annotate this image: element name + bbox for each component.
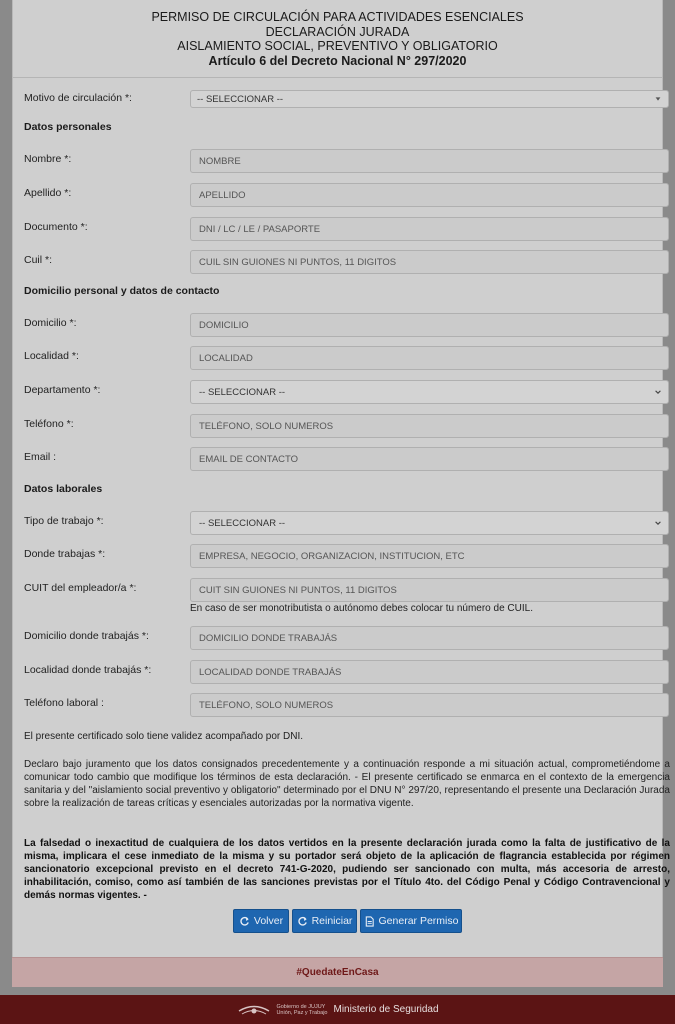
nombre-input[interactable]: NOMBRE [190, 149, 669, 173]
button-bar [0, 909, 675, 933]
advertencia-text: La falsedad o inexactitud de cualquiera de los datos vertidos en la presente declaración jurada como la falta de justificativo de la misma, implicara el cese inmediato de la misma y su portador será objeto de la aplicación de flagrancia establecida por régimen sancionatorio excepcional previsto en el decreto 741-G-2020, pudiendo ser sancionado con multa, más accesoria de arresto, inhabilitación, comiso, como así también de las sanciones previstas por el Título 4to. del Código Penal y Código Contravencional y demás normas vigentes. - [24, 838, 670, 901]
telefono-laboral-input[interactable]: TELÉFONO, SOLO NUMEROS [190, 693, 669, 717]
chevron-down-icon [654, 95, 662, 103]
cuil-label: Cuil *: [24, 254, 53, 266]
domicilio-trabajo-input[interactable]: DOMICILIO DONDE TRABAJÁS [190, 626, 669, 650]
localidad-trabajo-label: Localidad donde trabajás *: [24, 664, 152, 676]
email-input[interactable]: EMAIL DE CONTACTO [190, 447, 669, 471]
row-email [12, 447, 658, 471]
section-personal: Datos personales [24, 121, 112, 133]
header-subtitle: DECLARACIÓN JURADA [265, 24, 410, 39]
row-cuil [12, 250, 658, 274]
validez-text: El presente certificado solo tiene validez acompañado por DNI. [24, 731, 304, 742]
row-domicilio [12, 313, 658, 337]
generar-permiso-label: Generar Permiso [378, 915, 459, 927]
header-decree: Artículo 6 del Decreto Nacional N° 297/2020 [208, 53, 467, 68]
domicilio-trabajo-label: Domicilio donde trabajás *: [24, 630, 149, 642]
row-localidad-trabajo [12, 660, 658, 684]
cuit-label: CUIT del empleador/a *: [24, 582, 137, 594]
cuil-input[interactable]: CUIL SIN GUIONES NI PUNTOS, 11 DIGITOS [190, 250, 669, 274]
declaracion-text: Declaro bajo juramento que los datos consignados precedentemente y a continuación responde a mi situación actual, comprometiéndome a comunicar todo cambio que modifique los términos de esta declaración. - El presente certificado se enmarca en el contexto de la emergencia sanitaria y del "aislamiento social preventivo y obligatorio" determinado por el DNU N° 297/20, representando el presente una Declaración Jurada sobre la realización de tareas críticas y esenciales autorizadas por la normativa vigente. [24, 759, 670, 809]
row-telefono [12, 414, 658, 438]
jujuy-emblem-icon [236, 1001, 272, 1019]
documento-input[interactable]: DNI / LC / LE / PASAPORTE [190, 217, 669, 241]
header-subtitle-2: AISLAMIENTO SOCIAL, PREVENTIVO Y OBLIGATORIO [177, 39, 498, 54]
form-header [13, 0, 662, 78]
form-panel [12, 0, 663, 957]
telefono-label: Teléfono *: [24, 418, 74, 430]
telefono-input[interactable]: TELÉFONO, SOLO NUMEROS [190, 414, 669, 438]
government-name-line1: Gobierno de JUJUY [276, 1003, 326, 1010]
row-tipo-trabajo [12, 511, 658, 535]
tipo-trabajo-select[interactable] [190, 511, 669, 535]
section-laboral: Datos laborales [24, 483, 103, 495]
hashtag-text: #QuedateEnCasa [296, 967, 379, 978]
cuit-help-text: En caso de ser monotributista o autónomo debes colocar tu número de CUIL. [190, 603, 533, 614]
domicilio-label: Domicilio *: [24, 317, 77, 329]
localidad-trabajo-input[interactable]: LOCALIDAD DONDE TRABAJÁS [190, 660, 669, 684]
document-icon [364, 916, 375, 927]
government-motto: Unión, Paz y Trabajo [276, 1009, 328, 1016]
row-departamento [12, 380, 658, 404]
donde-trabajas-input[interactable]: EMPRESA, NEGOCIO, ORGANIZACION, INSTITUCION, ETC [190, 544, 669, 568]
reiniciar-label: Reiniciar [311, 915, 353, 927]
departamento-label: Departamento *: [24, 384, 101, 396]
documento-label: Documento *: [24, 221, 88, 233]
volver-button[interactable] [233, 909, 289, 933]
chevron-down-icon [654, 519, 662, 527]
donde-trabajas-label: Donde trabajas *: [24, 548, 106, 560]
row-localidad [12, 346, 658, 370]
apellido-label: Apellido *: [24, 187, 72, 199]
motivo-select[interactable] [190, 90, 669, 108]
section-domicilio: Domicilio personal y datos de contacto [24, 285, 220, 297]
chevron-down-icon [654, 388, 662, 396]
departamento-select[interactable] [190, 380, 669, 404]
government-name [276, 1004, 327, 1016]
volver-label: Volver [253, 915, 284, 927]
footer [0, 995, 675, 1024]
cuit-input[interactable]: CUIT SIN GUIONES NI PUNTOS, 11 DIGITOS [190, 578, 669, 602]
localidad-label: Localidad *: [24, 350, 79, 362]
government-logo [236, 1001, 327, 1019]
departamento-select-value: -- SELECCIONAR -- [199, 387, 286, 398]
motivo-select-value: -- SELECCIONAR -- [197, 94, 284, 105]
row-donde-trabajas [12, 544, 658, 568]
refresh-icon [239, 916, 250, 927]
header-title: PERMISO DE CIRCULACIÓN PARA ACTIVIDADES ESENCIALES [151, 10, 524, 24]
motivo-label: Motivo de circulación *: [24, 92, 132, 104]
row-domicilio-trabajo [12, 626, 658, 650]
refresh-icon [297, 916, 308, 927]
row-apellido [12, 183, 658, 207]
hashtag-banner [12, 957, 663, 987]
nombre-label: Nombre *: [24, 153, 72, 165]
tipo-trabajo-select-value: -- SELECCIONAR -- [199, 518, 286, 529]
ministerio-name: Ministerio de Seguridad [333, 1004, 439, 1015]
row-telefono-laboral [12, 693, 658, 717]
domicilio-input[interactable]: DOMICILIO [190, 313, 669, 337]
telefono-laboral-label: Teléfono laboral : [24, 697, 104, 709]
localidad-input[interactable]: LOCALIDAD [190, 346, 669, 370]
email-label: Email : [24, 451, 57, 463]
generar-permiso-button[interactable] [360, 909, 462, 933]
apellido-input[interactable]: APELLIDO [190, 183, 669, 207]
reiniciar-button[interactable] [292, 909, 357, 933]
row-documento [12, 217, 658, 241]
row-nombre [12, 149, 658, 173]
tipo-trabajo-label: Tipo de trabajo *: [24, 515, 104, 527]
row-cuit [12, 578, 658, 602]
